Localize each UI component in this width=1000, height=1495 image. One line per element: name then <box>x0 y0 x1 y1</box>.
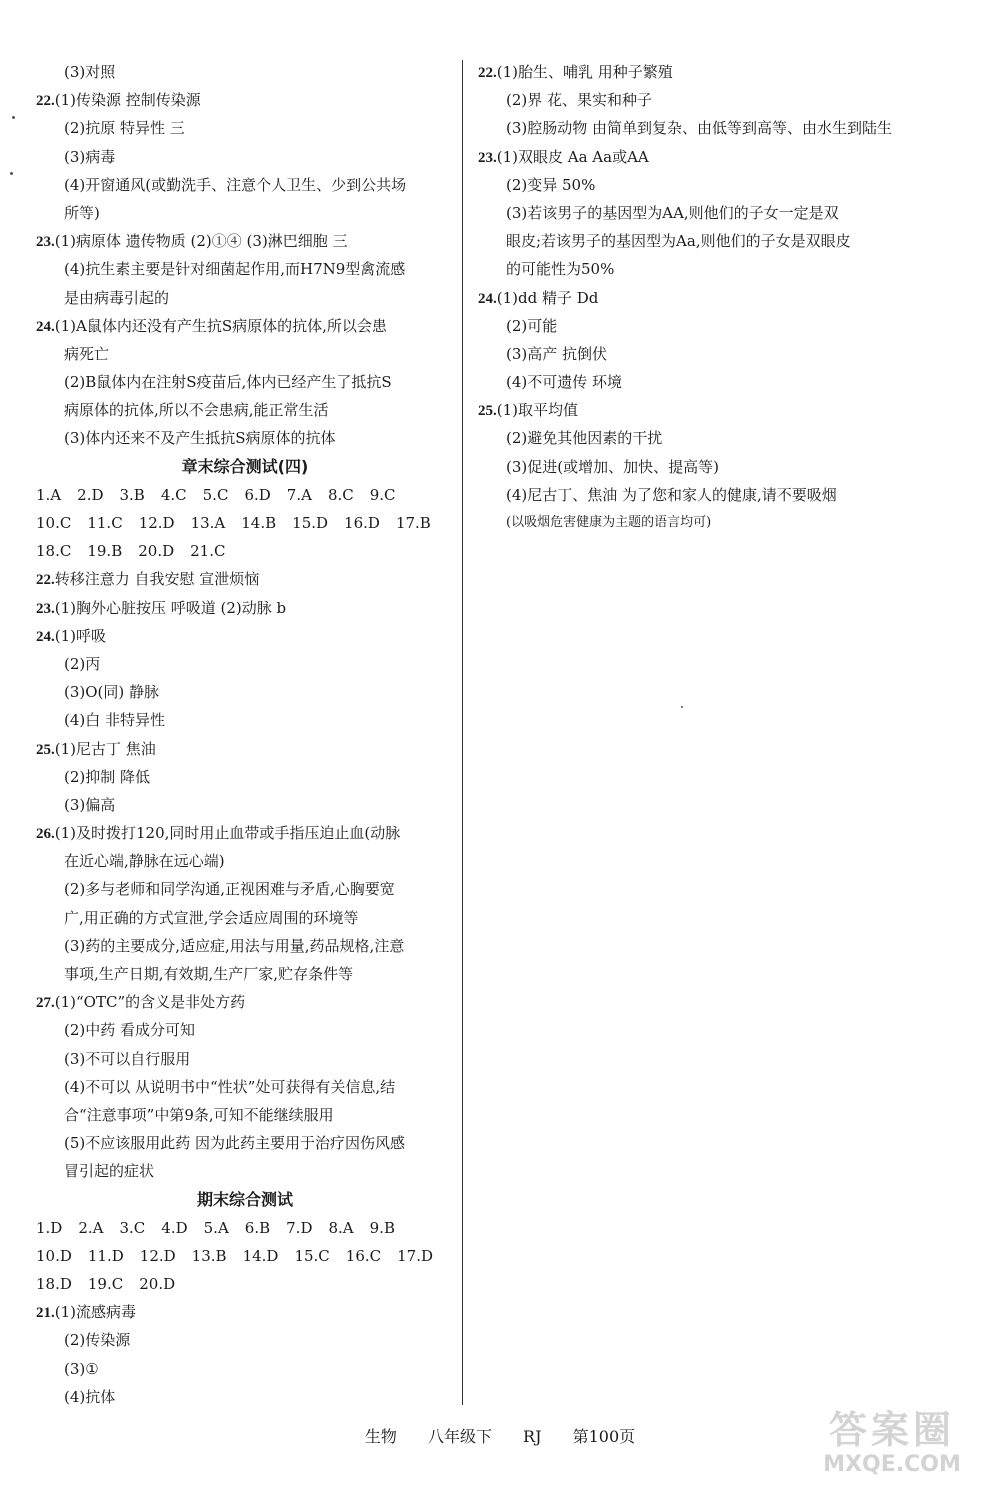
answer-text: (1)流感病毒 <box>54 1303 136 1322</box>
mc-answer: 8.C <box>327 485 354 504</box>
footer-grade: 八年级下 <box>427 1427 492 1446</box>
answer-line: (3)偏高 <box>64 795 116 814</box>
answer-text: (1)传染源 控制传染源 <box>54 91 201 110</box>
answer-line <box>36 622 454 650</box>
mc-answer: 6.B <box>244 1218 271 1237</box>
answer-text: (1)尼古丁 焦油 <box>54 739 156 758</box>
answer-line: (2)中药 看成分可知 <box>64 1021 196 1040</box>
mc-answer: 11.C <box>87 514 123 532</box>
mc-answer: 5.A <box>203 1218 229 1237</box>
question-number: 23. <box>36 600 55 617</box>
answer-line: (4)开窗通风(或勤洗手、注意个人卫生、少到公共场 <box>64 175 407 194</box>
mc-answer: 20.D <box>139 1275 176 1294</box>
mc-answer: 15.D <box>292 514 329 532</box>
question-number: 22. <box>36 93 55 110</box>
answer-line: (4)抗生素主要是针对细菌起作用,而H7N9型禽流感 <box>64 260 406 279</box>
mc-answer: 20.D <box>138 542 175 561</box>
answer-text: (1)及时拨打120,同时用止血带或手指压迫止血(动脉 <box>54 824 401 843</box>
answer-line: 广,用正确的方式宣泄,学会适应周围的环境等 <box>64 908 359 927</box>
answer-line: (3)体内还来不及产生抵抗S病原体的抗体 <box>64 429 336 448</box>
mc-answer: 13.A <box>190 514 226 532</box>
mc-answer: 5.C <box>202 485 229 504</box>
mc-answer: 15.C <box>294 1246 330 1265</box>
mc-answer: 8.A <box>328 1218 354 1237</box>
mc-answer: 18.D <box>36 1275 72 1294</box>
left-column <box>36 58 454 1411</box>
answer-line: (3)不可以自行服用 <box>64 1049 191 1068</box>
answer-text: (1)胎生、哺乳 用种子繁殖 <box>496 63 673 81</box>
answer-line: (4)不可以 从说明书中“性状”处可获得有关信息,结 <box>64 1077 396 1096</box>
question-number: 27. <box>36 995 55 1012</box>
question-number: 24. <box>36 318 55 335</box>
answer-line: 合“注意事项”中第9条,可知不能继续服用 <box>64 1105 334 1124</box>
question-number: 26. <box>36 826 55 843</box>
mc-answer-row <box>36 1214 454 1242</box>
answer-line <box>36 227 454 255</box>
answer-line <box>478 143 908 171</box>
mc-answer: 16.D <box>344 514 380 532</box>
answer-line: (3)药的主要成分,适应症,用法与用量,药品规格,注意 <box>64 936 405 955</box>
scan-speck <box>681 706 683 708</box>
mc-answer: 3.B <box>119 485 145 504</box>
answer-text: 转移注意力 自我安慰 宣泄烦恼 <box>54 570 260 589</box>
mc-answer: 9.C <box>369 485 396 504</box>
answer-line <box>36 819 454 847</box>
scan-speck <box>10 172 13 175</box>
answer-line <box>36 312 454 340</box>
answer-line: (3)促进(或增加、加快、提高等) <box>506 457 719 476</box>
answer-line: (2)多与老师和同学沟通,正视困难与矛盾,心胸要宽 <box>64 880 395 899</box>
watermark-text: 答案圈 <box>828 1408 955 1452</box>
question-number: 22. <box>36 572 55 589</box>
answer-line: (4)白 非特异性 <box>64 711 166 730</box>
answer-line: (3)对照 <box>64 63 116 81</box>
watermark-url: MXQE.COM <box>823 1452 961 1477</box>
answer-line: (2)抑制 降低 <box>64 767 151 786</box>
answer-line: (4)不可遗传 环境 <box>506 373 623 392</box>
answer-line: (4)抗体 <box>64 1387 116 1406</box>
answer-line: (3)病毒 <box>64 147 116 166</box>
answer-line: (2)丙 <box>64 654 101 673</box>
answer-line: 事项,生产日期,有效期,生产厂家,贮存条件等 <box>64 965 354 983</box>
footer-page-number: 第100页 <box>572 1427 636 1446</box>
mc-answer: 1.A <box>36 485 62 504</box>
section-heading: 期末综合测试 <box>196 1189 293 1209</box>
answer-line: (3)O(同) 静脉 <box>64 683 160 702</box>
mc-answer: 14.B <box>241 514 277 532</box>
answer-line <box>36 988 454 1016</box>
mc-answer: 14.D <box>242 1246 279 1265</box>
mc-answer: 6.D <box>244 485 271 504</box>
answer-line: 是由病毒引起的 <box>64 288 170 307</box>
answer-line: (3)高产 抗倒伏 <box>506 344 608 363</box>
mc-answer: 4.D <box>161 1218 188 1237</box>
mc-answer: 16.C <box>345 1246 382 1265</box>
answer-text: (1)“OTC”的含义是非处方药 <box>54 993 246 1012</box>
answer-text: (1)A鼠体内还没有产生抗S病原体的抗体,所以会患 <box>54 316 387 335</box>
answer-line: (5)不应该服用此药 因为此药主要用于治疗因伤风感 <box>64 1134 406 1153</box>
answer-text: (1)呼吸 <box>54 626 106 645</box>
answer-line: (2)可能 <box>506 316 558 335</box>
question-number: 23. <box>478 149 497 166</box>
mc-answer: 9.B <box>369 1218 395 1237</box>
answer-line <box>36 1298 454 1326</box>
answer-line: 的可能性为50% <box>506 260 615 279</box>
mc-answer-row <box>36 481 454 509</box>
answer-line: (2)界 花、果实和种子 <box>506 91 653 110</box>
answer-line: (4)尼古丁、焦油 为了您和家人的健康,请不要吸烟 <box>506 485 837 504</box>
answer-text: (1)胸外心脏按压 呼吸道 (2)动脉 b <box>54 598 287 617</box>
section-heading: 章末综合测试(四) <box>181 456 309 476</box>
mc-answer: 17.D <box>397 1246 434 1265</box>
mc-answer: 12.D <box>139 1246 176 1265</box>
question-number: 25. <box>36 741 55 758</box>
answer-line <box>36 86 454 114</box>
column-divider <box>462 60 463 1405</box>
scan-speck <box>12 116 15 119</box>
question-number: 22. <box>478 65 497 81</box>
answer-line <box>478 396 908 424</box>
watermark-logo <box>812 1408 972 1488</box>
answer-line <box>36 735 454 763</box>
answer-line <box>36 594 454 622</box>
answer-line: (2)B鼠体内在注射S疫苗后,体内已经产生了抵抗S <box>64 373 392 392</box>
mc-answer: 4.C <box>160 485 187 504</box>
mc-answer: 12.D <box>138 514 175 532</box>
question-number: 25. <box>478 403 497 420</box>
answer-line <box>478 58 908 86</box>
mc-answer: 7.A <box>286 485 312 504</box>
footer-subject: 生物 <box>364 1427 397 1446</box>
question-number: 21. <box>36 1305 55 1322</box>
answer-line: (3)① <box>64 1359 99 1378</box>
mc-answer: 10.C <box>36 514 72 532</box>
answer-line: 冒引起的症状 <box>64 1162 155 1181</box>
mc-answer-row <box>36 509 454 537</box>
mc-answer: 10.D <box>36 1246 72 1265</box>
answer-text: (1)取平均值 <box>496 401 578 420</box>
footer-edition: RJ <box>523 1427 542 1446</box>
mc-answer: 1.D <box>36 1218 63 1237</box>
mc-answer: 2.A <box>78 1218 104 1237</box>
mc-answer-row <box>36 1270 454 1298</box>
answer-line: (2)变异 50% <box>506 175 596 194</box>
answer-line <box>36 565 454 593</box>
answer-text: (1)双眼皮 Aa Aa或AA <box>496 147 649 166</box>
mc-answer-row <box>36 1242 454 1270</box>
question-number: 24. <box>478 290 497 307</box>
mc-answer: 2.D <box>77 485 104 504</box>
mc-answer: 19.B <box>87 542 123 561</box>
answer-line: 所等) <box>64 203 100 222</box>
answer-line: 在近心端,静脉在远心端) <box>64 852 225 871</box>
right-column <box>478 58 908 537</box>
question-number: 23. <box>36 234 55 251</box>
answer-line: (3)若该男子的基因型为AA,则他们的子女一定是双 <box>506 203 839 222</box>
answer-line: (2)避免其他因素的干扰 <box>506 429 663 448</box>
answer-line <box>478 284 908 312</box>
mc-answer: 3.C <box>119 1218 146 1237</box>
answer-text: (1)病原体 遗传物质 (2)①④ (3)淋巴细胞 三 <box>54 232 348 251</box>
mc-answer-row <box>36 537 454 565</box>
answer-line: 眼皮;若该男子的基因型为Aa,则他们的子女是双眼皮 <box>506 232 851 251</box>
mc-answer: 11.D <box>87 1246 124 1265</box>
mc-answer: 21.C <box>190 542 226 561</box>
answer-line: (2)抗原 特异性 三 <box>64 119 185 138</box>
mc-answer: 13.B <box>191 1246 227 1265</box>
mc-answer: 18.C <box>36 542 72 561</box>
answer-text: (1)dd 精子 Dd <box>496 288 599 307</box>
answer-line: 病死亡 <box>64 344 110 363</box>
mc-answer: 17.B <box>395 514 431 532</box>
mc-answer: 7.D <box>286 1218 313 1237</box>
answer-line: (以吸烟危害健康为主题的语言均可) <box>506 515 712 530</box>
mc-answer: 19.C <box>87 1275 124 1294</box>
answer-line: (2)传染源 <box>64 1331 131 1350</box>
answer-line: (3)腔肠动物 由简单到复杂、由低等到高等、由水生到陆生 <box>506 119 893 138</box>
answer-line: 病原体的抗体,所以不会患病,能正常生活 <box>64 401 329 420</box>
question-number: 24. <box>36 628 55 645</box>
